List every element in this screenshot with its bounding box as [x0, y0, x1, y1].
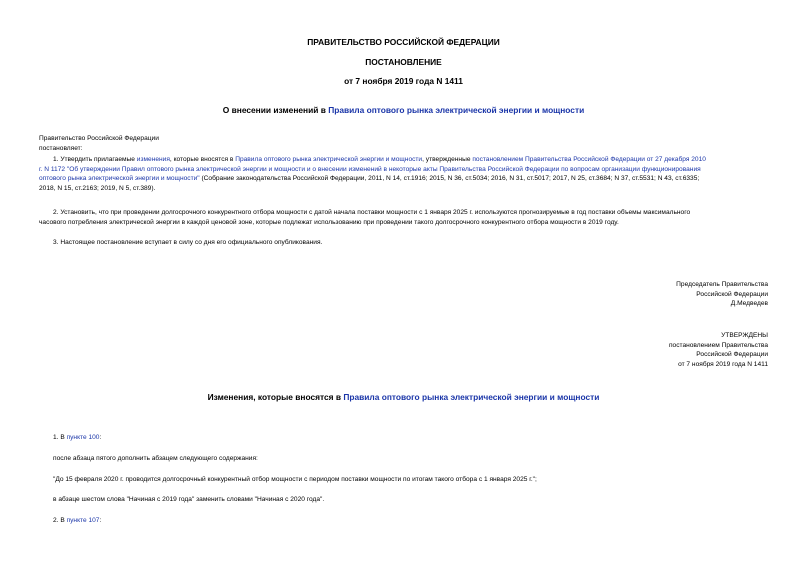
- change-item-1-text-1: [53, 454, 258, 464]
- header-government: ПРАВИТЕЛЬСТВО РОССИЙСКОЙ ФЕДЕРАЦИИ: [307, 37, 500, 47]
- paragraph-1-line-3: [39, 174, 768, 184]
- point-100-link[interactable]: пункте 100: [66, 434, 100, 441]
- item2-suffix: :: [99, 517, 102, 524]
- change-item-1-heading-line: [53, 433, 101, 443]
- p1-text-mid2: , утвержденные: [422, 156, 473, 163]
- change-item-1-quote-line: "До 15 февраля 2020 г. проводится долгосрочный конкурентный отбор мощности с периодом поставки мощности по итогам такого отбора с 1 января 2025 г.";: [53, 476, 537, 483]
- preamble: [39, 134, 159, 153]
- preamble-line-1: Правительство Российской Федерации: [39, 135, 159, 142]
- item1-prefix: 1. В: [53, 434, 67, 441]
- change-item-2-heading-line: [53, 516, 101, 526]
- resolution-1172-link[interactable]: постановлением Правительства Российской Федерации от 27 декабря 2010: [472, 156, 706, 163]
- signature-line-2: Российской Федерации: [696, 290, 768, 298]
- change-item-1-quote: [53, 475, 537, 485]
- preamble-line-2: постановляет:: [39, 144, 83, 152]
- change-item-1-heading: [53, 433, 101, 443]
- point-107-link[interactable]: пункте 107: [66, 517, 100, 524]
- changes-title: [0, 392, 807, 402]
- change-item-1-text-2-line: в абзаце шестом слова "Начиная с 2019 года" заменить словами "Начиная с 2020 года".: [53, 496, 325, 503]
- p1-text-mid: , которые вносятся в: [169, 156, 236, 163]
- signature-line-3: Д.Медведев: [730, 300, 768, 308]
- p1-text-a: 1. Утвердить прилагаемые: [53, 156, 137, 163]
- paragraph-2-line-2: часового потребления электрической энергии в каждой ценовой зоне, которые подлежат использованию при проведении такого долгосрочного конкурентного отбора мощности в 2019 году.: [39, 218, 619, 226]
- document-title-prefix: О внесении изменений в: [222, 105, 329, 115]
- resolution-1172-link-cont[interactable]: г. N 1172 "Об утверждении Правил оптового рынка электрической энергии и мощности и о внесении изменений в некоторые акты Правительства Российской Федерации по вопросам организации функционирования: [39, 165, 701, 173]
- paragraph-3-line: 3. Настоящее постановление вступает в силу со дня его официального опубликования.: [53, 239, 323, 246]
- changes-title-rules-link[interactable]: Правила оптового рынка электрической энергии и мощности: [343, 392, 600, 402]
- approved-line-1: УТВЕРЖДЕНЫ: [721, 332, 768, 339]
- paragraph-2-line-1: 2. Установить, что при проведении долгосрочного конкурентного отбора мощности с датой начала поставки мощности с 1 января 2025 г. используются прогнозируемые в год поставки объемы максимального: [53, 209, 691, 216]
- approved-line-3: Российской Федерации: [696, 351, 768, 359]
- approved-line-4: от 7 ноября 2019 года N 1411: [678, 360, 768, 368]
- paragraph-1-line-4: 2018, N 15, ст.2163; 2019, N 5, ст.389).: [39, 184, 156, 192]
- header-date-number: от 7 ноября 2019 года N 1411: [344, 76, 463, 86]
- change-item-1-text-2: [53, 495, 324, 505]
- paragraph-1: [39, 155, 768, 193]
- change-item-2-heading: [53, 516, 101, 526]
- rules-link[interactable]: Правила оптового рынка электрической энергии и мощности: [235, 156, 423, 163]
- header-doc-type: ПОСТАНОВЛЕНИЕ: [365, 57, 442, 67]
- document-title: [0, 105, 807, 115]
- changes-title-prefix: Изменения, которые вносятся в: [207, 392, 344, 402]
- resolution-1172-link-end[interactable]: оптового рынка электрической энергии и мощности": [39, 175, 200, 183]
- approved-line-2: постановлением Правительства: [668, 341, 768, 349]
- change-item-1-text-1-line: после абзаца пятого дополнить абзацем следующего содержания:: [53, 455, 258, 462]
- approved-block: [669, 331, 768, 369]
- changes-link[interactable]: изменения: [136, 156, 170, 163]
- paragraph-1-line-1: [39, 155, 768, 165]
- paragraph-3: [53, 238, 322, 248]
- signature-line-1: Председатель Правительства: [676, 281, 768, 288]
- paragraph-2: [39, 208, 768, 227]
- item2-prefix: 2. В: [53, 517, 67, 524]
- title-rules-link[interactable]: Правила оптового рынка электрической энергии и мощности: [328, 105, 585, 115]
- p1-text-c: (Собрание законодательства Российской Федерации, 2011, N 14, ст.1916; 2015, N 36, ст.5034; 2016, N 31, ст.5017; 2017, N 25, ст.3684; N 37, ст.5531; N 43, ст.6335;: [199, 175, 700, 183]
- signature-block: [676, 280, 768, 309]
- item1-suffix: :: [99, 434, 102, 441]
